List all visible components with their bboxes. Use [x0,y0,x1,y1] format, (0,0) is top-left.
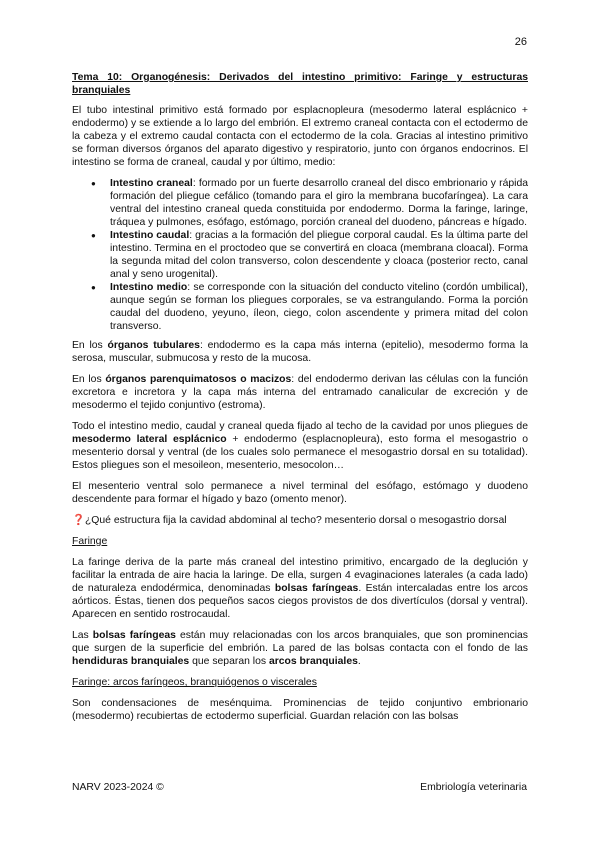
bullet-text: : se corresponde con la situación del conducto vitelino (cordón umbilical), aunque según se forman los pliegues corporales, se va estrangulando. Forma la porción caudal del duodeno, yeyuno, íleon, ciego, colon ascendente y primera mitad del colon transverso. [110,282,528,332]
pouches-paragraph: Las bolsas faríngeas están muy relacionadas con los arcos branquiales, que son prominencias que surgen de la superficie del embrión. La pared de las bolsas contacta con el fondo de las hendiduras branquiales que separan los arcos branquiales. [72,630,528,667]
ventral-mesentery-paragraph: El mesenterio ventral solo permanece a nivel terminal del esófago, estómago y duodeno descendente para formar el hígado y bazo (omento menor). [72,481,528,505]
list-item [110,177,528,229]
list-item [110,229,528,281]
page-number: 26 [514,36,527,48]
arches-paragraph: Son condensaciones de mesénquima. Prominencias de tejido conjuntivo embrionario (mesodermo) recubiertas de ectodermo superficial. Guardan relación con las bolsas [72,698,528,722]
parenchymal-organs-paragraph: En los órganos parenquimatosos o macizos: del endodermo derivan las células con la función excretora e incretora y la capa más interna del entramado canalicular de excreción y de mesodermo el tejido conjuntivo (estroma). [72,374,528,411]
bullet-text: : formado por un fuerte desarrollo craneal del disco embrionario y rápida formación del pliegue cefálico (tomando para el giro la membrana bucofaríngea). La cara ventral del intestino craneal queda constituida por endodermo. Dorma la faringe, laringe, tráquea y pulmones, esófago, estómago, porción craneal del duodeno, páncreas e hígado. [110,178,528,228]
page-footer [72,782,527,793]
footer-right: Embriología veterinaria [420,782,527,793]
page-content [72,71,528,731]
bullet-term: Intestino caudal [110,230,190,241]
intro-paragraph: El tubo intestinal primitivo está formado por esplacnopleura (mesodermo lateral esplácnico + endodermo) y se extiende a lo largo del embrión. El extremo craneal contacta con el ectodermo de la cabeza y el extremo caudal contacta con el ectodermo de la cola. Gracias al intestino primitivo se forman diversos órganos del aparato digestivo y respiratorio, junto con órganos endocrinos. El intestino se forma de craneal, caudal y por último, medio: [72,105,528,168]
subheading-faringe: Faringe [72,536,108,547]
bullet-term: Intestino medio [110,282,188,293]
question-icon: ❓ [72,515,85,526]
midgut-paragraph: Todo el intestino medio, caudal y craneal queda fijado al techo de la cavidad por unos pliegues de mesodermo lateral esplácnico + endodermo (esplacnopleura), esto forma el mesogastrio o mesenterio dorsal y ventral (de los cuales solo permanece el mesogastrio dorsal en su totalidad). Estos pliegues son el mesoileon, mesenterio, mesocolon… [72,421,528,471]
section-title: Tema 10: Organogénesis: Derivados del intestino primitivo: Faringe y estructuras branquiales [72,72,528,96]
list-item [110,281,528,333]
pharynx-paragraph: La faringe deriva de la parte más craneal del intestino primitivo, encargado de la deglución y facilitar la entrada de aire hacia la laringe. De ella, surgen 4 evaginaciones laterales (a cada lado) de naturaleza endodérmica, denominadas bolsas faríngeas. Están intercaladas entre los arcos aórticos. Éstas, tienen dos pequeños sacos ciegos provistos de dos divertículos (dorsal y ventral). Aparecen en sentido rostrocaudal. [72,557,528,620]
tubular-organs-paragraph: En los órganos tubulares: endodermo es la capa más interna (epitelio), mesodermo forma la serosa, muscular, submucosa y resto de la mucosa. [72,340,529,364]
intestine-bullet-list [72,177,528,333]
footer-left: NARV 2023-2024 © [72,782,164,793]
question-paragraph: ❓¿Qué estructura fija la cavidad abdominal al techo? mesenterio dorsal o mesogastrio dorsal [72,515,507,526]
bullet-term: Intestino craneal [110,178,193,189]
bullet-text: : gracias a la formación del pliegue corporal caudal. Es la última parte del intestino. Termina en el proctodeo que se convertirá en cloaca (membrana cloacal). Forma la segunda mitad del colon transverso, colon descendente y cloaca (posterior recto, canal anal y seno urogenital). [110,230,528,280]
subheading-arcos: Faringe: arcos faríngeos, branquiógenos o viscerales [72,677,317,688]
